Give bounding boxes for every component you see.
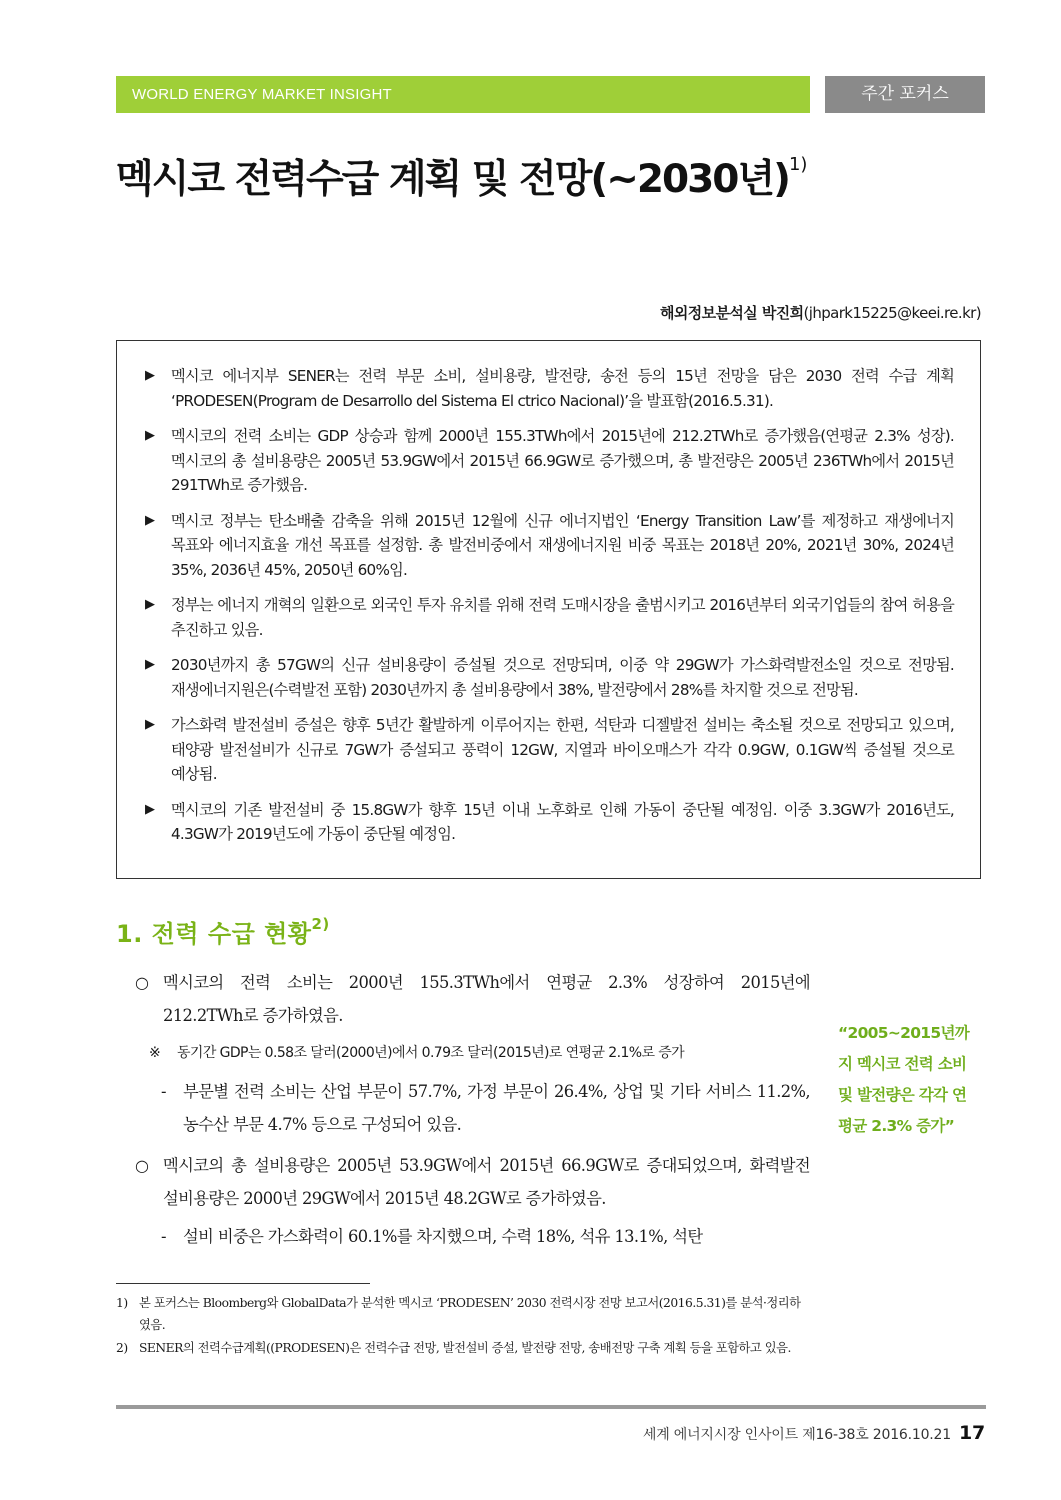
triangle-bullet-icon: ▶ (145, 657, 155, 672)
section-footnote-mark: 2) (311, 915, 330, 933)
series-banner: WORLD ENERGY MARKET INSIGHT (116, 76, 810, 113)
category-tab: 주간 포커스 (825, 76, 985, 113)
reference-mark-icon: ※ (149, 1045, 161, 1061)
body-paragraph (135, 966, 810, 1032)
body-note (135, 1037, 810, 1069)
dash-bullet-icon: - (161, 1227, 166, 1246)
dash-bullet-icon: - (161, 1082, 166, 1101)
pull-quote: “2005~2015년까지 멕시코 전력 소비 및 발전량은 각각 연평균 2.3% 증가” (838, 1024, 969, 1135)
circle-bullet-icon: ○ (135, 1156, 149, 1175)
triangle-bullet-icon: ▶ (145, 428, 155, 443)
page-number: 17 (958, 1422, 985, 1444)
paragraph-text: 멕시코의 총 설비용량은 2005년 53.9GW에서 2015년 66.9GW로 증대되었으며, 화력발전 설비용량은 2000년 29GW에서 2015년 48.2GW로 증가하였음. (163, 1156, 810, 1208)
footnote-item (116, 1337, 810, 1359)
footnote-mark: 1) (116, 1296, 128, 1310)
section-heading (116, 914, 330, 949)
triangle-bullet-icon: ▶ (145, 597, 155, 612)
author-email: (jhpark15225@keei.re.kr) (803, 304, 981, 322)
footnote-text: SENER의 전력수급계획((PRODESEN)은 전력수급 전망, 발전설비 증설, 발전량 전망, 송배전망 구축 계획 등을 포함하고 있음. (139, 1341, 791, 1355)
author-name: 해외정보분석실 박진희 (659, 304, 804, 322)
summary-list (145, 364, 954, 847)
summary-text: 멕시코의 기존 발전설비 중 15.8GW가 향후 15년 이내 노후화로 인해 가동이 중단될 예정임. 이중 3.3GW가 2016년도, 4.3GW가 2019년도에 가동이 중단될 예정임. (171, 800, 954, 843)
byline (660, 302, 981, 323)
summary-item (145, 364, 954, 413)
triangle-bullet-icon: ▶ (145, 801, 155, 817)
publication-info: 세계 에너지시장 인사이트 제16-38호 2016.10.21 (642, 1427, 951, 1443)
triangle-bullet-icon: ▶ (145, 368, 155, 383)
title-footnote-mark: 1) (788, 154, 808, 175)
page-footer (643, 1422, 985, 1444)
summary-item (145, 593, 954, 642)
body-subitem (135, 1075, 810, 1141)
page-title (116, 145, 976, 208)
footnotes (116, 1292, 810, 1360)
circle-bullet-icon: ○ (135, 973, 149, 992)
section-heading-text: 1. 전력 수급 현황 (116, 920, 312, 948)
subitem-text: 부문별 전력 소비는 산업 부문이 57.7%, 가정 부문이 26.4%, 상업 및 기타 서비스 11.2%, 농수산 부문 4.7% 등으로 구성되어 있음. (183, 1082, 810, 1134)
paragraph-text: 멕시코의 전력 소비는 2000년 155.3TWh에서 연평균 2.3% 성장하여 2015년에 212.2TWh로 증가하였음. (163, 973, 810, 1025)
summary-box (116, 340, 981, 879)
body-subitem (135, 1220, 810, 1253)
summary-item (145, 713, 954, 787)
summary-text: 정부는 에너지 개혁의 일환으로 외국인 투자 유치를 위해 전력 도매시장을 출범시키고 2016년부터 외국기업들의 참여 허용을 추진하고 있음. (171, 596, 954, 639)
title-text: 멕시코 전력수급 계획 및 전망(~2030년) (116, 157, 789, 202)
footer-divider (116, 1405, 986, 1409)
summary-text: 멕시코의 전력 소비는 GDP 상승과 함께 2000년 155.3TWh에서 2015년에 212.2TWh로 증가했음(연평균 2.3% 성장). 멕시코의 총 설비용량은 2005년 53.9GW에서 2015년 66.9GW로 증가했으며, 총 발전량은 2005년 236TWh에서 2015년 291TWh로 증가했음. (171, 427, 954, 494)
summary-text: 멕시코 에너지부 SENER는 전력 부문 소비, 설비용량, 발전량, 송전 등의 15년 전망을 담은 2030 전력 수급 계획 ‘PRODESEN(Program de Desarrollo del Sistema El ctrico Nacional)’을 발표함(2016.5.31). (171, 367, 954, 410)
footnote-divider (116, 1283, 370, 1284)
summary-text: 2030년까지 총 57GW의 신규 설비용량이 증설될 것으로 전망되며, 이중 약 29GW가 가스화력발전소일 것으로 전망됨. 재생에너지원은(수력발전 포함) 2030년까지 총 설비용량에서 38%, 발전량에서 28%를 차지할 것으로 전망됨. (171, 656, 954, 699)
summary-item (145, 798, 954, 847)
section-body (135, 966, 810, 1261)
summary-text: 가스화력 발전설비 증설은 향후 5년간 활발하게 이루어지는 한편, 석탄과 디젤발전 설비는 축소될 것으로 전망되고 있으며, 태양광 발전설비가 신규로 7GW가 증설되고 풍력이 12GW, 지열과 바이오매스가 각각 0.9GW, 0.1GW씩 증설될 것으로 예상됨. (171, 716, 954, 783)
footnote-mark: 2) (116, 1341, 128, 1355)
summary-item (145, 424, 954, 498)
triangle-bullet-icon: ▶ (145, 717, 155, 732)
footnote-item (116, 1292, 810, 1336)
body-paragraph (135, 1149, 810, 1215)
footnote-text: 본 포커스는 Bloomberg와 GlobalData가 분석한 멕시코 ‘PRODESEN’ 2030 전력시장 전망 보고서(2016.5.31)를 분석·정리하였음. (139, 1296, 801, 1332)
summary-item (145, 509, 954, 583)
note-text: 동기간 GDP는 0.58조 달러(2000년)에서 0.79조 달러(2015년)로 연평균 2.1%로 증가 (177, 1045, 685, 1061)
triangle-bullet-icon: ▶ (145, 512, 155, 528)
subitem-text: 설비 비중은 가스화력이 60.1%를 차지했으며, 수력 18%, 석유 13.1%, 석탄 (183, 1227, 703, 1246)
summary-item (145, 653, 954, 702)
summary-text: 멕시코 정부는 탄소배출 감축을 위해 2015년 12월에 신규 에너지법인 ‘Energy Transition Law’를 제정하고 재생에너지 목표와 에너지효율 개선 목표를 설정함. 총 발전비중에서 재생에너지원 비중 목표는 2018년 20%, 2021년 30%, 2024년 35%, 2036년 45%, 2050년 60%임. (171, 511, 954, 579)
